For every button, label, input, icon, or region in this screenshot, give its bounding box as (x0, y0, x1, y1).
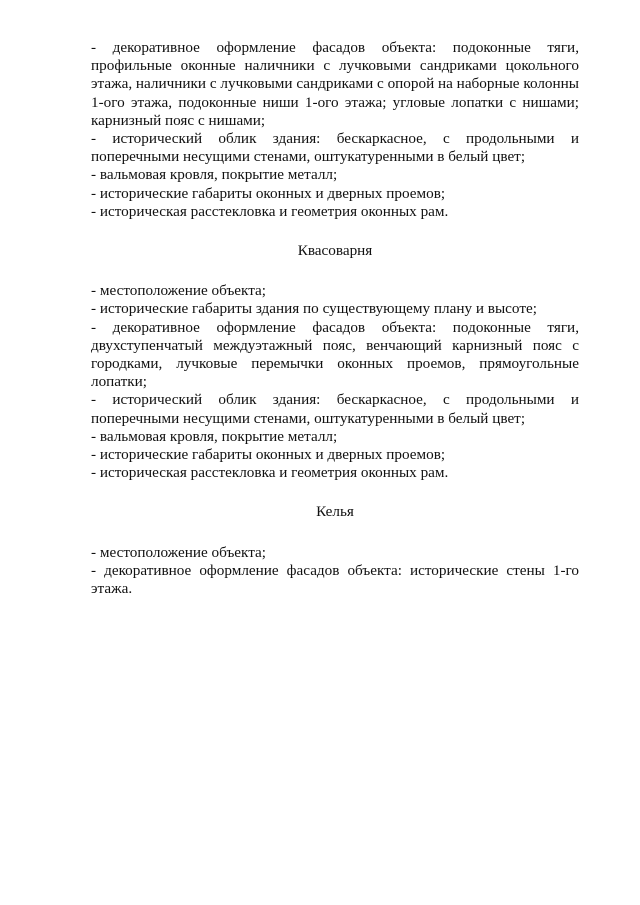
list-item: - декоративное оформление фасадов объекта: исторические стены 1-го этажа. (91, 561, 579, 598)
list-item: - вальмовая кровля, покрытие металл; (91, 166, 338, 184)
list-item: - историческая расстекловка и геометрия оконных рам. (91, 202, 449, 220)
document-page (91, 39, 579, 598)
section-heading-kvasovarnya: Квасоварня (297, 242, 373, 260)
section-kelya (91, 544, 579, 599)
section-main-building (91, 39, 579, 221)
section-heading-kelya: Келья (316, 503, 354, 521)
list-item: - местоположение объекта; (91, 282, 266, 300)
list-item: - декоративное оформление фасадов объекта: подоконные тяги, двухступенчатый междуэтажный пояс, венчающий карнизный пояс с городками, лучковые перемычки оконных проемов, прямоугольные лопатки; (91, 318, 579, 391)
spacer (91, 482, 579, 503)
list-item: - исторические габариты оконных и дверных проемов; (91, 446, 446, 464)
list-item: - декоративное оформление фасадов объекта: подоконные тяги, профильные оконные наличники с лучковыми сандриками цокольного этажа, наличники с лучковыми сандриками с опорой на наборные колонны 1-ого этажа, подоконные ниши 1-ого этажа; угловые лопатки с нишами; карнизный пояс с нишами; (91, 39, 579, 129)
section-kvasovarnya (91, 282, 579, 482)
spacer (91, 522, 579, 544)
list-item: - исторические габариты здания по существующему плану и высоте; (91, 300, 537, 318)
list-item: - местоположение объекта; (91, 543, 266, 561)
spacer (91, 260, 579, 282)
list-item: - исторический облик здания: бескаркасное, с продольными и поперечными несущими стенами, оштукатуренными в белый цвет; (91, 391, 579, 427)
list-item: - исторические габариты оконных и дверных проемов; (91, 184, 446, 202)
list-item: - вальмовая кровля, покрытие металл; (91, 427, 338, 445)
list-item: - исторический облик здания: бескаркасное, с продольными и поперечными несущими стенами, оштукатуренными в белый цвет; (91, 130, 579, 166)
list-item: - историческая расстекловка и геометрия оконных рам. (91, 464, 449, 482)
spacer (91, 221, 579, 242)
